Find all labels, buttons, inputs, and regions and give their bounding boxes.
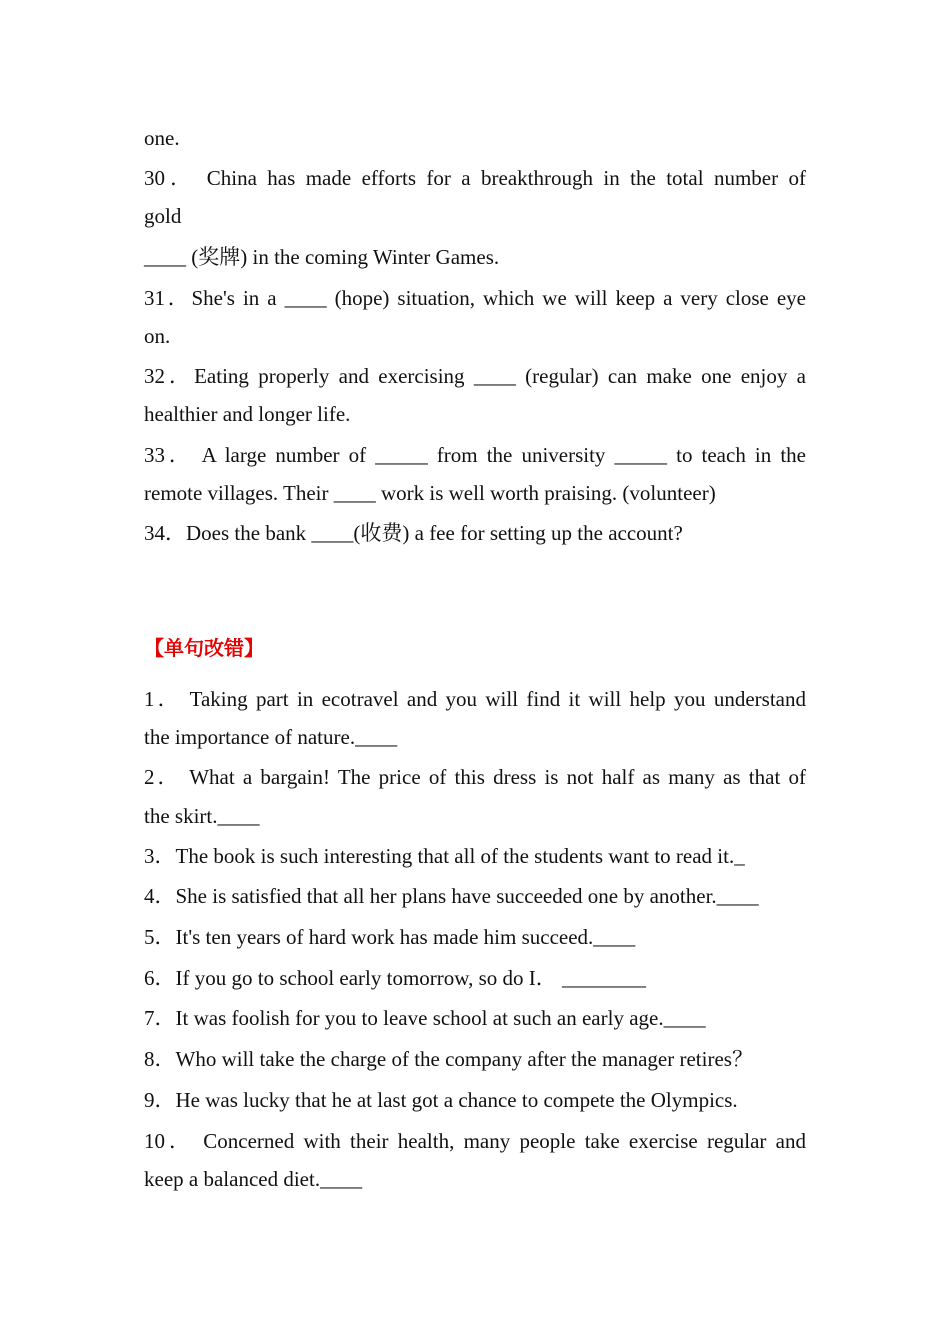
question-33: 33． A large number of _____ from the university _____ to teach in the <box>144 443 806 467</box>
text-line: keep a balanced diet.____ <box>144 1167 363 1191</box>
text-line: ____ (奖牌) in the coming Winter Games. <box>144 245 500 269</box>
correction-8: 8．Who will take the charge of the company after the manager retires？ <box>144 1047 753 1071</box>
question-30: 30． China has made efforts for a breakthrough in the total number of <box>144 166 806 190</box>
text-line: remote villages. Their ____ work is well worth praising. (volunteer) <box>144 481 716 505</box>
correction-2: 2． What a bargain! The price of this dress is not half as many as that of <box>144 765 806 789</box>
question-31: 31．She's in a ____ (hope) situation, which we will keep a very close eye <box>144 286 806 310</box>
text-line: healthier and longer life. <box>144 402 351 426</box>
correction-7: 7．It was foolish for you to leave school at such an early age.____ <box>144 1006 706 1030</box>
question-32: 32．Eating properly and exercising ____ (regular) can make one enjoy a <box>144 364 806 388</box>
correction-10: 10． Concerned with their health, many people take exercise regular and <box>144 1129 806 1153</box>
correction-9: 9．He was lucky that he at last got a chance to compete the Olympics. <box>144 1088 738 1112</box>
text-line: on. <box>144 324 171 348</box>
text-line: the importance of nature.____ <box>144 725 398 749</box>
correction-4: 4．She is satisfied that all her plans have succeeded one by another.____ <box>144 884 759 908</box>
section-title: 【单句改错】 <box>144 636 264 660</box>
correction-1: 1． Taking part in ecotravel and you will find it will help you understand <box>144 687 806 711</box>
text-line: the skirt.____ <box>144 804 260 828</box>
correction-3: 3．The book is such interesting that all of the students want to read it._ <box>144 844 745 868</box>
question-34: 34．Does the bank ____(收费) a fee for setting up the account? <box>144 521 683 545</box>
text-line: gold <box>144 204 182 228</box>
correction-6: 6．If you go to school early tomorrow, so do I． ________ <box>144 966 646 990</box>
text-line: one. <box>144 126 180 150</box>
correction-5: 5．It's ten years of hard work has made him succeed.____ <box>144 925 636 949</box>
